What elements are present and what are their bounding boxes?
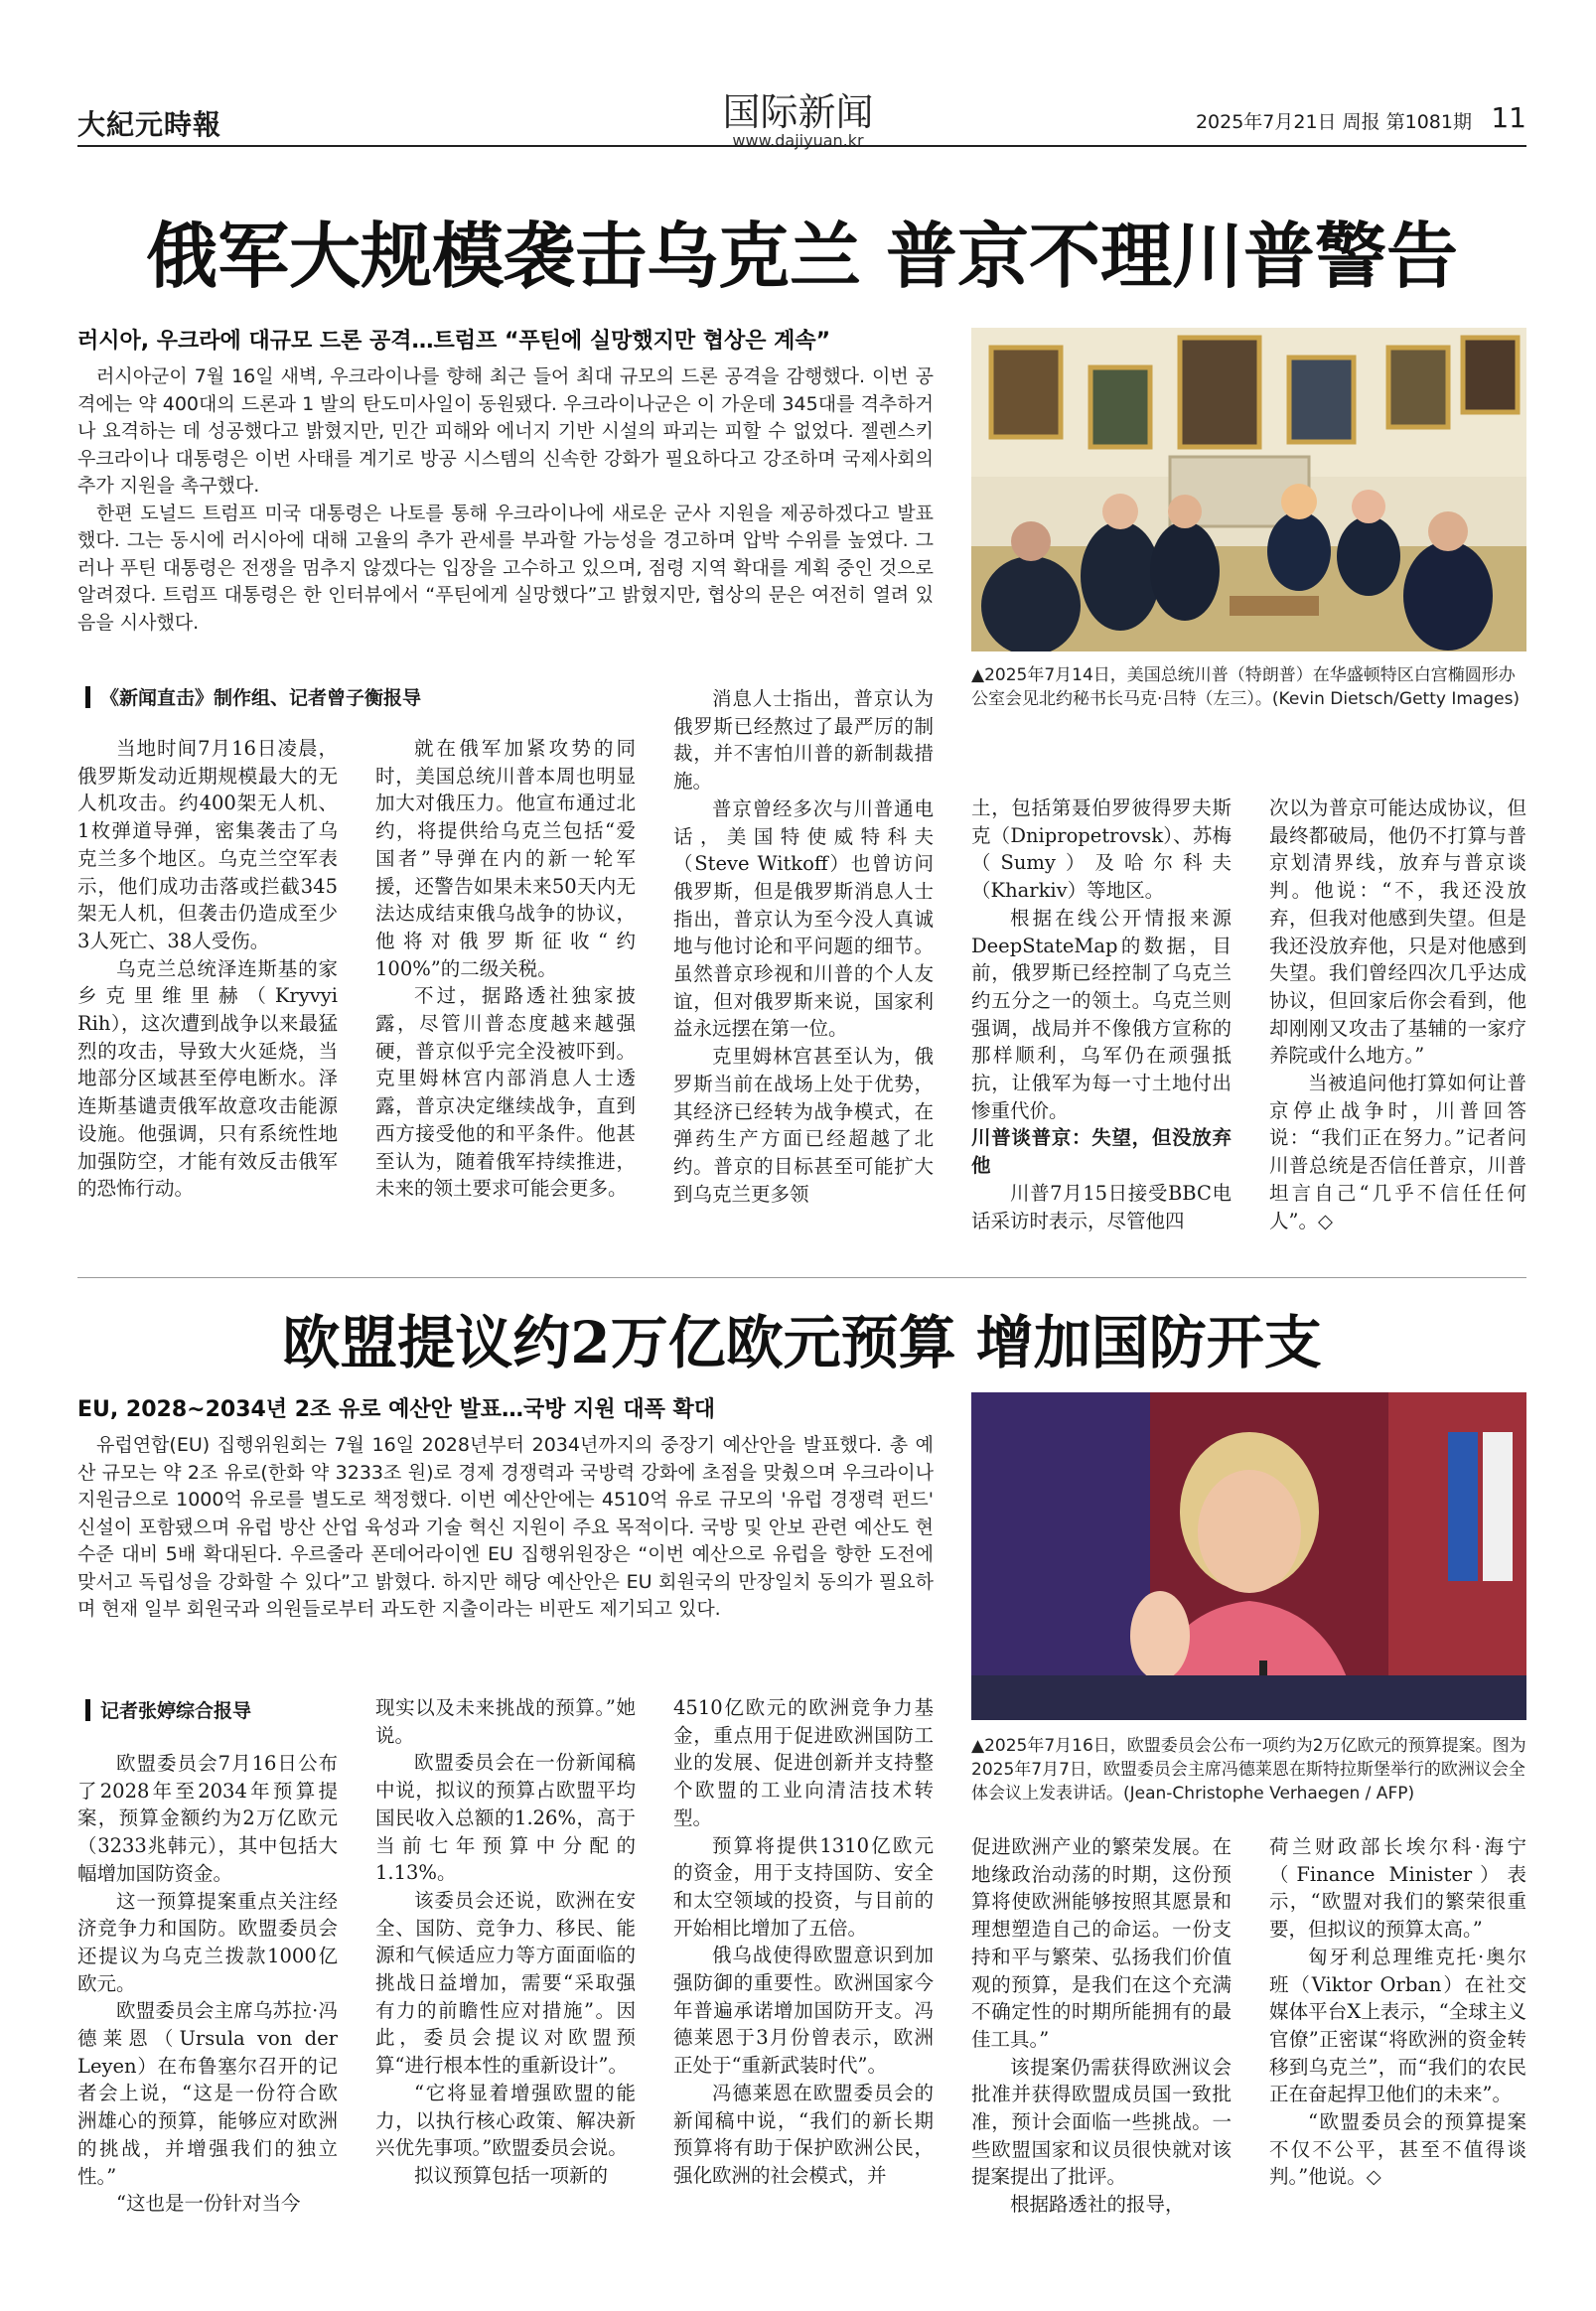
article1-column-5 — [1269, 794, 1526, 1234]
byline-text: 《新闻直击》制作组、记者曾子衡报导 — [100, 687, 422, 709]
paragraph: 该提案仍需获得欧洲议会批准并获得欧盟成员国一致批准，预计会面临一些挑战。一些欧盟国家和议员很快就对该提案提出了批评。 — [971, 2055, 1232, 2189]
article1-column-3 — [673, 685, 934, 1208]
paragraph: 川普7月15日接受BBC电话采访时表示，尽管他四 — [971, 1181, 1232, 1232]
paragraph: 土，包括第聂伯罗彼得罗夫斯克（Dnipropetrovsk）、苏梅（Sumy）及哈尔科夫（Kharkiv）等地区。 — [971, 796, 1232, 903]
subheading: 川普谈普京：失望，但没放弃他 — [971, 1126, 1232, 1178]
paragraph: 冯德莱恩在欧盟委员会的新闻稿中说，“我们的新长期预算将有助于保护欧洲公民，强化欧洲的社会模式，并 — [673, 2081, 934, 2187]
paragraph: “这也是一份针对当今 — [116, 2192, 301, 2216]
section-title: 国际新闻 — [722, 90, 874, 134]
paragraph: 欧盟委员会7月16日公布了2028年至2034年预算提案，预算金额约为2万亿欧元（3233兆韩元），其中包括大幅增加国防资金。 — [77, 1752, 338, 1885]
paragraph: 欧盟委员会在一份新闻稿中说，拟议的预算占欧盟平均国民收入总额的1.26%，高于当前七年预算中分配的1.13%。 — [375, 1751, 636, 1885]
paragraph: 根据在线公开情报来源DeepStateMap的数据，目前，俄罗斯已经控制了乌克兰约五分之一的领土。乌克兰则强调，战局并不像俄方宣称的那样顺利，乌军仍在顽强抵抗，让俄军为每一寸土地付出惨重代价。 — [971, 906, 1232, 1122]
kr-paragraph: 유럽연합(EU) 집행위원회는 7월 16일 2028년부터 2034년까지의 중장기 예산안을 발표했다. 총 예산 규모는 약 2조 유로(한화 약 3233조 원)로 경제 경쟁력과 국방력 강화에 초점을 맞췄으며 우크라이나 지원금으로 1000억 유로를 별도로 책정했다. 이번 예산안에는 4510억 유로 규모의 '유럽 경쟁력 펀드' 신설이 포함됐으며 유럽 방산 산업 육성과 기술 혁신 지원이 주요 목적이다. 국방 및 안보 관련 예산도 현 수준 대비 5배 확대된다. 우르줄라 폰데어라이엔 EU 집행위원장은 “이번 예산으로 유럽을 향한 도전에 맞서고 독립성을 강화할 수 있다”고 밝혔다. 하지만 해당 예산안은 EU 회원국의 만장일치 동의가 필요하며 현재 일부 회원국과 의원들로부터 과도한 지출이라는 비판도 제기되고 있다. — [77, 1434, 934, 1620]
article2-column-3 — [673, 1694, 934, 2190]
paragraph: 促进欧洲产业的繁荣发展。在地缘政治动荡的时期，这份预算将使欧洲能够按照其愿景和理想塑造自己的命运。一份支持和平与繁荣、弘扬我们价值观的预算，是我们在这个充满不确定性的时期所能拥有的最佳工具。” — [971, 1835, 1232, 2051]
article1-column-4 — [971, 794, 1232, 1234]
paragraph: 该委员会还说，欧洲在安全、国防、竞争力、移民、能源和气候适应力等方面面临的挑战日益增加，需要“采取强有力的前瞻性应对措施”。因此，委员会提议对欧盟预算“进行根本性的重新设计”。 — [375, 1888, 636, 2078]
paragraph: “欧盟委员会的预算提案不仅不公平，甚至不值得谈判。”他说。◇ — [1269, 2110, 1526, 2189]
article-divider — [77, 1277, 1526, 1278]
article1-column-1 — [77, 735, 338, 1203]
page-number: 11 — [1491, 101, 1526, 134]
site-url[interactable]: www.dajiyuan.kr — [732, 131, 864, 150]
article2-column-5 — [1269, 1833, 1526, 2191]
article2-column-2 — [375, 1694, 636, 2190]
byline-bar — [85, 686, 90, 708]
article2-column-4 — [971, 1833, 1232, 2219]
kr-paragraph: 러시아군이 7월 16일 새벽, 우크라이나를 향해 최근 들어 최대 규모의 드론 공격을 감행했다. 이번 공격에는 약 400대의 드론과 1 발의 탄도미사일이 동원됐다. 우크라이나군은 이 가운데 345대를 격추하거나 요격하는 데 성공했다고 밝혔지만, 민간 피해와 에너지 기반 시설의 파괴는 피할 수 없었다. 젤렌스키 우크라이나 대통령은 이번 사태를 계기로 방공 시스템의 신속한 강화가 필요하다고 강조하며 국제사회의 추가 지원을 촉구했다. — [77, 365, 934, 497]
paragraph: 不过，据路透社独家披露，尽管川普态度越来越强硬，普京似乎完全没被吓到。克里姆林宫内部消息人士透露，普京决定继续战争，直到西方接受他的和平条件。他甚至认为，随着俄军持续推进，未来的领土要求可能会更多。 — [375, 984, 636, 1201]
paragraph: 拟议预算包括一项新的 — [414, 2163, 609, 2187]
article1-column-2 — [375, 735, 636, 1203]
paragraph: 匈牙利总理维克托·奥尔班（Viktor Orban）在社交媒体平台X上表示，“全球主义官僚”正密谋“将欧洲的资金转移到乌克兰”，而“我们的农民正在奋起捍卫他们的未来”。 — [1269, 1945, 1526, 2106]
paragraph: 现实以及未来挑战的预算。”她说。 — [375, 1696, 636, 1747]
article2-kr-summary — [77, 1432, 934, 1624]
paragraph: 消息人士指出，普京认为俄罗斯已经熬过了最严厉的制裁，并不害怕川普的新制裁措施。 — [673, 687, 934, 794]
paragraph: 当被追问他打算如何让普京停止战争时，川普回答说：“我们正在努力。”记者问川普总统是否信任普京，川普坦言自己“几乎不信任任何人”。◇ — [1269, 1072, 1526, 1232]
paragraph: 荷兰财政部长埃尔科·海宁（Finance Minister）表示，“欧盟对我们的繁荣很重要，但拟议的预算太高。” — [1269, 1835, 1526, 1942]
article2-photo-caption: ▲2025年7月16日，欧盟委员会公布一项约为2万亿欧元的预算提案。图为2025年7月7日，欧盟委员会主席冯德莱恩在斯特拉斯堡举行的欧洲议会全体会议上发表讲话。(Jean-Christophe Verhaegen / AFP) — [971, 1736, 1526, 1804]
article2-byline — [85, 1696, 251, 1723]
header-rule — [77, 145, 1526, 147]
paragraph: 预算将提供1310亿欧元的资金，用于支持国防、安全和太空领域的投资，与目前的开始相比增加了五倍。 — [673, 1833, 934, 1940]
paragraph: 4510亿欧元的欧洲竞争力基金，重点用于促进欧洲国防工业的发展、促进创新并支持整个欧盟的工业向清洁技术转型。 — [673, 1696, 934, 1829]
paragraph: 当地时间7月16日凌晨，俄罗斯发动近期规模最大的无人机攻击。约400架无人机、1枚弹道导弹，密集袭击了乌克兰多个地区。乌克兰空军表示，他们成功击落或拦截345架无人机，但袭击仍造成至少3人死亡、38人受伤。 — [77, 737, 338, 952]
article2-kr-subtitle: EU, 2028~2034년 2조 유로 예산안 발표…국방 지원 대폭 확대 — [77, 1397, 716, 1422]
paragraph: 普京曾经多次与川普通电话，美国特使威特科夫（Steve Witkoff）也曾访问俄罗斯，但是俄罗斯消息人士指出，普京认为至今没人真诚地与他讨论和平问题的细节。虽然普京珍视和川普的个人友谊，但对俄罗斯来说，国家利益永远摆在第一位。 — [673, 796, 934, 1041]
article1-photo-caption: ▲2025年7月14日，美国总统川普（特朗普）在华盛顿特区白宫椭圆形办公室会见北约秘书长马克·吕特（左三）。(Kevin Dietsch/Getty Images) — [971, 665, 1521, 709]
paragraph: “它将显着增强欧盟的能力，以执行核心政策、解决新兴优先事项。”欧盟委员会说。 — [375, 2081, 636, 2160]
issue-info: 2025年7月21日 周报 第1081期 — [1195, 111, 1472, 133]
paragraph: 乌克兰总统泽连斯基的家乡克里维里赫（Kryvyi Rih），这次遭到战争以来最猛烈的攻击，导致大火延烧，当地部分区域甚至停电断水。泽连斯基谴责俄军故意攻击能源设施。他强调，只有系统性地加强防空，才能有效反击俄军的恐怖行动。 — [77, 956, 338, 1201]
article1-kr-subtitle: 러시아, 우크라에 대규모 드론 공격…트럼프 “푸틴에 실망했지만 협상은 계속” — [77, 329, 831, 354]
byline-bar — [85, 1699, 90, 1721]
paragraph: 克里姆林宫甚至认为，俄罗斯当前在战场上处于优势，其经济已经转为战争模式，在弹药生产方面已经超越了北约。普京的目标甚至可能扩大到乌克兰更多领 — [673, 1045, 934, 1206]
article2-column-1 — [77, 1750, 338, 2218]
oval-office-image — [971, 328, 1526, 651]
paragraph: 这一预算提案重点关注经济竞争力和国防。欧盟委员会还提议为乌克兰拨款1000亿欧元。 — [77, 1889, 338, 1995]
article1-byline — [85, 683, 421, 710]
byline-text: 记者张婷综合报导 — [100, 1700, 252, 1722]
paragraph: 次以为普京可能达成协议，但最终都破局，他仍不打算与普京划清界线，放弃与普京谈判。他说：“不，我还没放弃，但我对他感到失望。但是我还没放弃他，只是对他感到失望。我们曾经四次几乎达成协议，但回家后你会看到，他却刚刚又攻击了基辅的一家疗养院或什么地方。” — [1269, 796, 1526, 1068]
von-der-leyen-image — [971, 1392, 1526, 1720]
paragraph: 根据路透社的报导， — [1010, 2193, 1185, 2217]
article2-headline: 欧盟提议约2万亿欧元预算 增加国防开支 — [282, 1309, 1322, 1376]
kr-paragraph: 한편 도널드 트럼프 미국 대통령은 나토를 통해 우크라이나에 새로운 군사 지원을 제공하겠다고 발표했다. 그는 동시에 러시아에 대해 고율의 추가 관세를 부과할 가능성을 경고하며 압박 수위를 높였다. 그러나 푸틴 대통령은 전쟁을 멈추지 않겠다는 입장을 고수하고 있으며, 점령 지역 확대를 계획 중인 것으로 알려졌다. 트럼프 대통령은 한 인터뷰에서 “푸틴에게 실망했다”고 밝혔지만, 협상의 문은 여전히 열려 있음을 시사했다. — [77, 502, 934, 634]
photo-oval-office — [971, 328, 1526, 651]
paragraph: 就在俄军加紧攻势的同时，美国总统川普本周也明显加大对俄压力。他宣布通过北约，将提供给乌克兰包括“爱国者”导弹在内的新一轮军援，还警告如果未来50天内无法达成结束俄乌战争的协议，他将对俄罗斯征收“约100%”的二级关税。 — [375, 737, 636, 980]
article1-headline: 俄军大规模袭击乌克兰 普京不理川普警告 — [145, 214, 1459, 298]
paragraph: 俄乌战使得欧盟意识到加强防御的重要性。欧洲国家今年普遍承诺增加国防开支。冯德莱恩于3月份曾表示，欧洲正处于“重新武装时代”。 — [673, 1944, 934, 2078]
article1-kr-summary — [77, 363, 934, 637]
masthead-logo: 大紀元時報 — [77, 108, 222, 141]
photo-von-der-leyen — [971, 1392, 1526, 1720]
paragraph: 欧盟委员会主席乌苏拉·冯德莱恩（Ursula von der Leyen）在布鲁塞尔召开的记者会上说，“这是一份符合欧洲雄心的预算，能够应对欧洲的挑战，并增强我们的独立性。” — [77, 1999, 338, 2188]
